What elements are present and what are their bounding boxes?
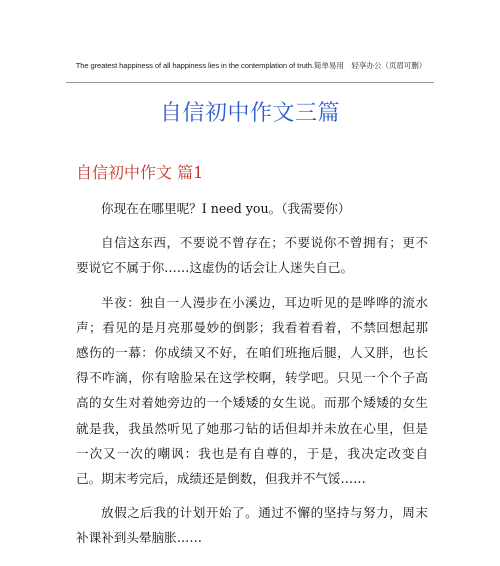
paragraph: 放假之后我的计划开始了。通过不懈的坚持与努力，周末补课补到头晕脑胀…… xyxy=(76,505,428,546)
section-heading: 自信初中作文 篇1 xyxy=(76,163,204,182)
page-header-tagline: The greatest happiness of all happiness lies in the contemplation of truth.简单易用 轻享办公（页眉可删） xyxy=(75,61,427,70)
document-title: 自信初中作文三篇 xyxy=(159,101,340,126)
header-divider xyxy=(66,82,434,83)
paragraph: 自信这东西，不要说不曾存在；不要说你不曾拥有；更不要说它不属于你……这虚伪的话会让人迷失自己。 xyxy=(76,235,428,276)
body-text xyxy=(76,196,428,560)
paragraph: 半夜：独自一人漫步在小溪边，耳边听见的是哗哗的流水声；看见的是月亮那曼妙的倒影；我看着看着，不禁回想起那感伤的一幕：你成绩又不好，在咱们班拖后腿，人又胖，也长得不咋滴，你有啥脸呆在这学校啊，转学吧。只见一个个子高高的女生对着她旁边的一个矮矮的女生说。而那个矮矮的女生就是我，我虽然听见了她那刁钻的话但却并未放在心里，但是一次又一次的嘲讽：我也是有自尊的，于是，我决定改变自己。期末考完后，成绩还是倒数，但我并不气馁…… xyxy=(76,294,428,487)
paragraph: 你现在在哪里呢？I need you。（我需要你） xyxy=(101,201,351,216)
